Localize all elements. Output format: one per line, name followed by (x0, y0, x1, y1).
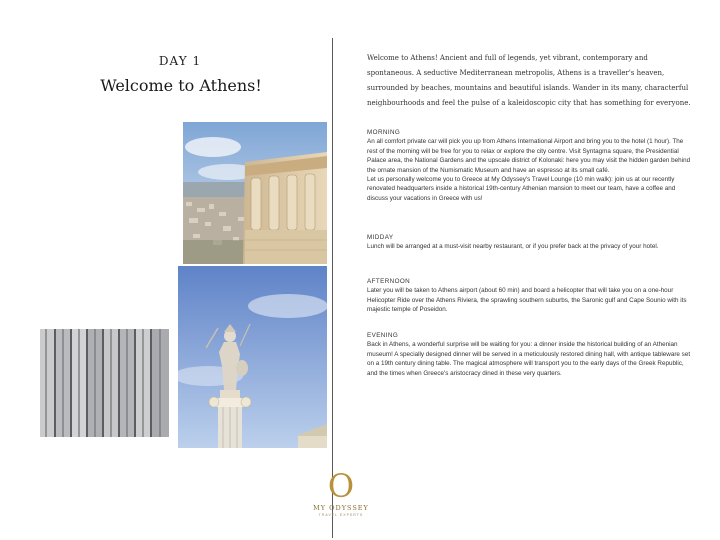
section-heading: MIDDAY (367, 234, 394, 241)
vertical-divider (332, 38, 333, 538)
section-afternoon (367, 277, 692, 315)
section-paragraph: Back in Athens, a wonderful surprise will be waiting for you: a dinner inside the historical building of an Athenian museum! A specially designed dinner will be served in a meticulously restored dining hall, with antique tableware set on a 19th century dining table. The magical atmosphere will transport you to the early days of the Greek Republic, and the times when Greece's aristocracy dined in these very quarters. (367, 341, 691, 377)
odyssey-o-icon (327, 468, 355, 502)
section-paragraph: Later you will be taken to Athens airport (about 60 min) and board a helicopter that will take you on a one-hour Helicopter Ride over the Athens Riviera, the sprawling southern suburbs, the Saronic gulf and Cape Sounio with its majestic temple of Poseidon. (367, 287, 687, 314)
columns-photo (40, 329, 169, 437)
intro-paragraph: Welcome to Athens! Ancient and full of legends, yet vibrant, contemporary and spontaneous. A seductive Mediterranean metropolis, Athens is a traveller's heaven, surrounded by beaches, mountains and beautiful islands. Wander in its many, characterful neighbourhoods and feel the pulse of a kaleidoscopic city that has something for everyone. (367, 54, 691, 107)
page-title: Welcome to Athens! (100, 76, 262, 95)
section-heading: EVENING (367, 332, 399, 339)
day-label: DAY 1 (158, 54, 202, 68)
logo-letter: O (327, 468, 355, 502)
section-paragraph: Let us personally welcome you to Greece at My Odyssey's Travel Lounge (10 min walk): join us at our recently renovated headquarters inside a historical 19th-century Athenian mansion to meet our team, have a coffee and discuss your vacations in Greece with us! (367, 176, 676, 202)
logo-brand-name: MY ODYSSEY (313, 504, 369, 512)
section-paragraph: An all comfort private car will pick you up from Athens International Airport and bring you to the hotel (1 hour). The rest of the morning will be free for you to relax or explore the city centre. Visit Syntagma square, the Presidential Palace area, the National Gardens and the upscale district of Kolonaki: here you may visit the hidden garden behind the ornate mansion of the Numismatic Museum and have an espresso at its small café. (367, 138, 691, 174)
section-heading: AFTERNOON (367, 278, 411, 285)
section-evening (367, 331, 692, 378)
section-morning (367, 128, 692, 203)
athena-statue-photo (178, 266, 327, 448)
my-odyssey-logo (301, 468, 381, 517)
logo-tagline: TRAVEL EXPERTS (318, 513, 364, 517)
section-paragraph: Lunch will be arranged at a must-visit nearby restaurant, or if you prefer back at the privacy of your hotel. (367, 243, 659, 251)
section-midday (367, 233, 692, 252)
acropolis-photo (183, 122, 327, 264)
section-heading: MORNING (367, 129, 401, 136)
